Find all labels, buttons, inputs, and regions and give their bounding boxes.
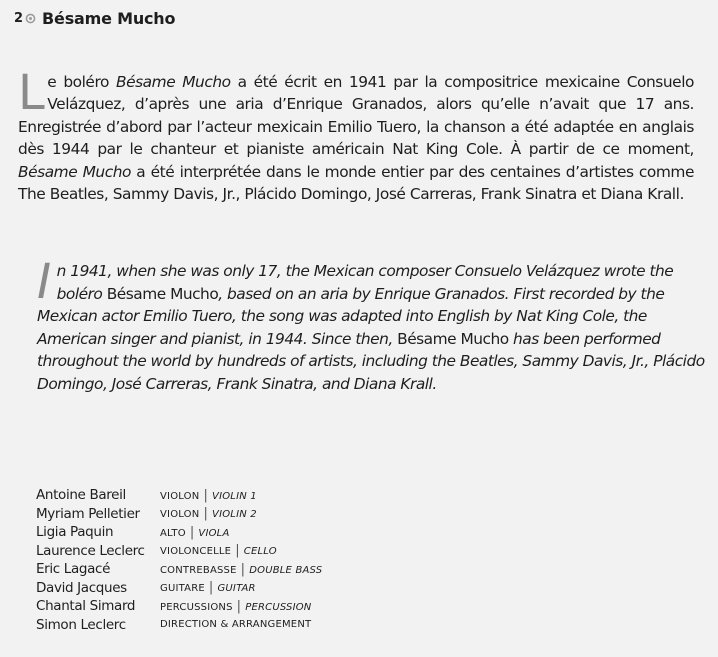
french-text-1: e boléro [47, 73, 116, 91]
role-separator: | [208, 580, 214, 596]
role-french: GUITARE [160, 583, 205, 595]
role-french: ALTO [160, 527, 186, 539]
role-separator: | [189, 524, 195, 540]
musician-role [160, 525, 230, 540]
english-text-2: , based on an aria by Enrique Granados. First recorded by the Mexican actor Emilio Tuero, the song was adapted into English by Nat King Cole, the American singer and pianist, in 1944. Since then, [37, 284, 665, 348]
disc-icon [25, 13, 36, 24]
french-description [18, 65, 694, 205]
english-song-title-1: Bésame Mucho [106, 284, 219, 303]
role-english: DOUBLE BASS [249, 564, 323, 576]
musician-name: Ligia Paquin [36, 524, 114, 541]
track-number: 2 [14, 11, 24, 26]
english-song-title-2: Bésame Mucho [397, 329, 509, 348]
role-english: VIOLIN 1 [212, 490, 257, 502]
role-french: DIRECTION & ARRANGEMENT [160, 619, 312, 631]
musician-name: Laurence Leclerc [36, 542, 145, 559]
track-header [14, 9, 175, 28]
musician-name: Eric Lagacé [36, 561, 111, 578]
credit-row [36, 486, 322, 505]
musician-name: Antoine Bareil [36, 487, 126, 504]
english-text-3: has been performed throughout the world by hundreds of artists, including the Beatles, Sammy Davis, Jr., Plácido Domingo, José Carreras, Frank Sinatra, and Diana Krall. [37, 329, 705, 393]
role-french: CONTREBASSE [160, 564, 237, 576]
french-text-2: a été écrit en 1941 par la compositrice mexicaine Consuelo Velázquez, d’après une aria d’Enrique Granados, alors qu’elle n’avait que 17 ans. Enregistrée d’abord par l’acteur mexicain Emilio Tuero, la chanson a été adaptée en anglais dès 1944 par le chanteur et pianiste américain Nat King Cole. À partir de ce moment, [18, 73, 694, 159]
english-text-1: n 1941, when she was only 17, the Mexican composer Consuelo Velázquez wrote the boléro [56, 262, 674, 303]
french-song-title-2: Bésame Mucho [18, 162, 131, 181]
role-french: VIOLON [160, 509, 200, 521]
musician-role [160, 599, 312, 614]
english-dropcap: I [37, 254, 51, 310]
role-separator: | [240, 561, 246, 577]
musician-name: Chantal Simard [36, 598, 136, 615]
credit-row [36, 616, 322, 635]
english-description [37, 254, 707, 396]
role-french: PERCUSSIONS [160, 601, 233, 613]
credit-row [36, 523, 322, 542]
credit-row [36, 579, 322, 598]
role-english: CELLO [243, 546, 277, 558]
role-separator: | [235, 543, 240, 559]
role-english: VIOLIN 2 [212, 509, 257, 521]
musician-name: Myriam Pelletier [36, 505, 140, 522]
role-english: PERCUSSION [245, 601, 312, 613]
musician-name: Simon Leclerc [36, 616, 126, 633]
musician-role [160, 580, 256, 595]
musician-role [160, 562, 322, 577]
musician-role [160, 506, 257, 521]
track-title: Bésame Mucho [42, 9, 176, 28]
credit-row [36, 560, 322, 579]
credit-row [36, 542, 322, 561]
role-french: VIOLONCELLE [160, 546, 232, 558]
french-text-3: a été interprétée dans le monde entier par des centaines d’artistes comme The Beatles, Sammy Davis, Jr., Plácido Domingo, José Carreras, Frank Sinatra et Diana Krall. [18, 162, 694, 204]
french-song-title-1: Bésame Mucho [115, 73, 231, 91]
musician-name: David Jacques [36, 579, 127, 596]
role-separator: | [203, 487, 209, 503]
role-separator: | [203, 506, 209, 522]
role-english: VIOLA [198, 527, 230, 539]
role-separator: | [236, 598, 242, 614]
credit-row [36, 597, 322, 616]
credits-list [36, 486, 322, 634]
musician-role [160, 619, 311, 630]
role-french: VIOLON [160, 490, 200, 502]
role-english: GUITAR [217, 583, 256, 595]
french-dropcap: L [18, 65, 45, 121]
credit-row [36, 505, 322, 524]
musician-role [160, 543, 277, 558]
musician-role [160, 488, 257, 503]
